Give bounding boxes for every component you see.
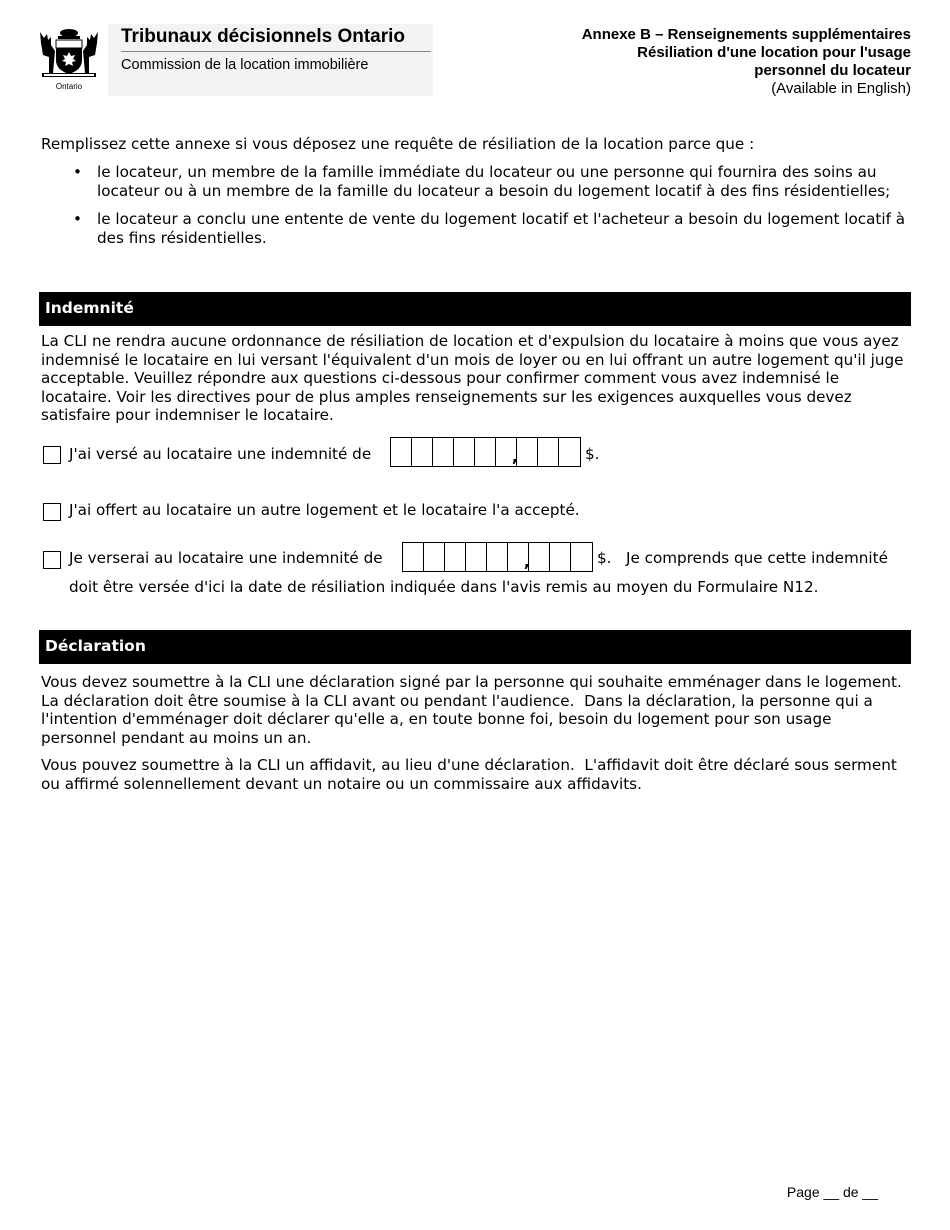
intro-bullet: • le locateur a conclu une entente de vente du logement locatif et l'acheteur a besoin du logement locatif à des fins résidentielles. [41,210,911,247]
option-will-pay-suffix: $. Je comprends que cette indemnité [597,549,888,567]
org-divider [121,51,431,52]
logo-caption: Ontario [55,82,83,91]
indemnite-text: La CLI ne rendra aucune ordonnance de résiliation de location et d'expulsion du locataire à moins que vous ayez indemnisé le locataire en lui versant l'équivalent d'un mois de loyer ou en lui offrant un autre logement qu'il juge acceptable. Veuillez répondre aux questions ci-dessous pour confirmer comment vous avez indemnisé le locataire. Voir les directives pour de plus amples renseignements sur les exigences auxquelles vous devez satisfaire pour indemniser le locataire. [41,332,904,424]
decimal-comma: , [512,448,518,466]
option-paid-suffix: $. [585,445,600,463]
ontario-logo [34,26,104,94]
option-paid-label: J'ai versé au locataire une indemnité de [69,445,372,463]
decimal-comma: , [524,553,530,571]
amount-digit-cell[interactable] [403,543,424,571]
org-subtitle: Commission de la location immobilière [121,57,369,73]
amount-digit-cell[interactable] [538,438,559,466]
section-heading-declaration: Déclaration [39,630,911,664]
amount-digit-cell[interactable] [512,438,538,466]
amount-digit-cell[interactable] [487,543,508,571]
amount-will-pay-input[interactable] [402,542,593,572]
option-other-unit-label: J'ai offert au locataire un autre logement et le locataire l'a accepté. [69,501,580,519]
page-number: Page __ de __ [786,1184,878,1200]
declaration-paragraph-1: Vous devez soumettre à la CLI une déclaration signé par la personne qui souhaite emménager dans le logement. La déclaration doit être soumise à la CLI avant ou pendant l'audience. Dans la déclaration, la personne qui a l'intention d'emménager doit déclarer qu'elle a, en toute bonne foi, besoin du logement pour son usage personnel pendant au moins un an. [41,673,912,747]
option-will-pay-checkbox[interactable] [43,551,61,569]
option-other-unit-checkbox[interactable] [43,503,61,521]
intro-lead: Remplissez cette annexe si vous déposez une requête de résiliation de la location parce que : [41,135,755,153]
amount-digit-cell[interactable] [466,543,487,571]
amount-digit-cell[interactable] [412,438,433,466]
amount-digit-cell[interactable] [454,438,475,466]
amount-digit-cell[interactable] [424,543,445,571]
declaration-paragraph-2: Vous pouvez soumettre à la CLI un affidavit, au lieu d'une déclaration. L'affidavit doit être déclaré sous serment ou affirmé solennellement devant un notaire ou un commissaire aux affidavits. [41,756,902,793]
option-will-pay-continuation: doit être versée d'ici la date de résiliation indiquée dans l'avis remis au moyen du Formulaire N12. [69,578,819,596]
form-title [582,26,911,98]
amount-digit-cell[interactable] [391,438,412,466]
amount-digit-cell[interactable] [475,438,496,466]
amount-digit-cell[interactable] [445,543,466,571]
title-line-3: personnel du locateur [754,62,911,79]
intro-bullets [41,163,911,247]
amount-digit-cell[interactable] [524,543,550,571]
amount-digit-cell[interactable] [571,543,592,571]
title-line-1: Annexe B – Renseignements supplémentaires [581,26,911,43]
section-heading-indemnite: Indemnité [39,292,911,326]
intro-bullet: • le locateur, un membre de la famille immédiate du locateur ou une personne qui fournira des soins au locateur ou à un membre de la famille du locateur a besoin du logement locatif à des fins résidentielles; [41,163,911,200]
org-name: Tribunaux décisionnels Ontario [121,26,405,47]
title-line-2: Résiliation d'une location pour l'usage [637,44,911,61]
option-paid-checkbox[interactable] [43,446,61,464]
amount-digit-cell[interactable] [550,543,571,571]
amount-paid-input[interactable] [390,437,581,467]
amount-digit-cell[interactable] [559,438,580,466]
available-in-english: (Available in English) [771,80,911,97]
option-will-pay-label: Je verserai au locataire une indemnité de [69,549,383,567]
amount-digit-cell[interactable] [433,438,454,466]
